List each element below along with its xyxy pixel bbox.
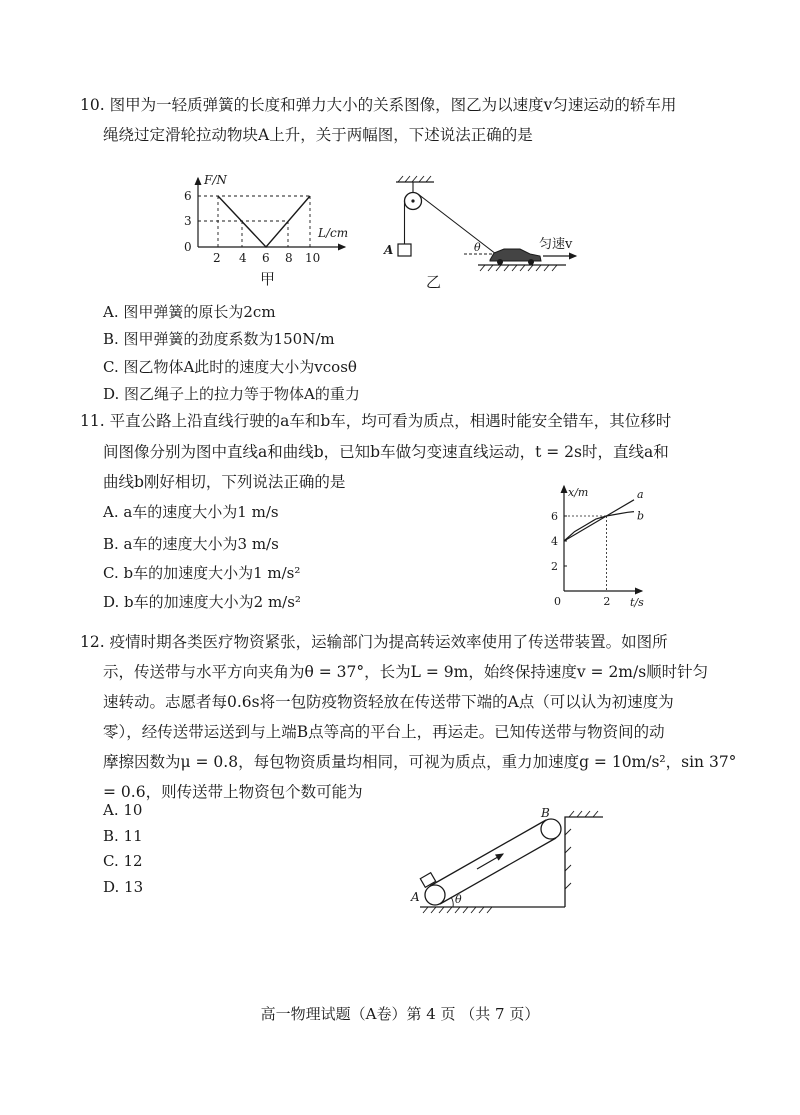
- angle-theta-label: θ: [474, 241, 481, 254]
- q12-line5: 摩擦因数为μ = 0.8，每包物资质量均相同，可视为质点，重力加速度g = 10m/s²，sin 37°: [103, 753, 737, 771]
- block-a: [398, 244, 411, 256]
- q12-option-d: D. 13: [103, 878, 144, 896]
- q12-line4: 零），经传送带运送到与上端B点等高的平台上，再运走。已知传送带与物资间的动: [103, 723, 665, 741]
- q11-option-c: C. b车的加速度大小为1 m/s²: [103, 564, 301, 582]
- chart-xtick-0: 0: [554, 595, 561, 608]
- motion-label: 匀速v: [539, 237, 573, 252]
- chart-ytick-4: 4: [551, 535, 558, 548]
- q10-line1: 10. 图甲为一轻质弹簧的长度和弹力大小的关系图像，图乙为以速度v匀速运动的轿车用: [80, 96, 677, 114]
- series-a: [564, 500, 634, 541]
- q12-line2: 示，传送带与水平方向夹角为θ = 37°，长为L = 9m，始终保持速度v = 2m/s顺时针匀: [103, 663, 709, 681]
- x-axis-label: L/cm: [318, 226, 349, 240]
- q10-line2: 绳绕过定滑轮拉动物块A上升，关于两幅图，下述说法正确的是: [103, 126, 533, 144]
- fig-yi-caption: 乙: [426, 273, 442, 291]
- q11-option-a: A. a车的速度大小为1 m/s: [103, 503, 279, 521]
- page-footer: 高一物理试题（A卷）第 4 页 （共 7 页）: [260, 1005, 540, 1023]
- roller-a: [425, 885, 445, 905]
- q12-line6: = 0.6，则传送带上物资包个数可能为: [103, 783, 363, 801]
- q11-line1: 11. 平直公路上沿直线行驶的a车和b车，均可看为质点，相遇时能安全错车，其位移时: [80, 412, 672, 430]
- force-length-line: [218, 196, 310, 247]
- y-tick-6: 6: [184, 189, 192, 203]
- q12-option-c: C. 12: [103, 852, 143, 870]
- car-icon: [490, 249, 541, 261]
- chart-xtick-2: 2: [603, 595, 611, 608]
- q12-line1: 12. 疫情时期各类医疗物资紧张，运输部门为提高转运效率使用了传送带装置。如图所: [80, 633, 668, 651]
- series-b: [564, 512, 634, 541]
- chart-ytick-6: 6: [551, 510, 558, 523]
- q11-option-d: D. b车的加速度大小为2 m/s²: [103, 593, 301, 611]
- x-tick-4: 4: [239, 251, 247, 265]
- block-a-label: A: [384, 243, 394, 257]
- point-b-label: B: [541, 806, 550, 820]
- series-label-b: b: [637, 509, 645, 523]
- q10-option-a: A. 图甲弹簧的原长为2cm: [103, 303, 276, 321]
- q12-option-a: A. 10: [103, 801, 143, 819]
- q10-option-b: B. 图甲弹簧的劲度系数为150N/m: [103, 330, 335, 348]
- y-tick-0: 0: [184, 240, 192, 254]
- displacement-time-chart: [540, 480, 650, 610]
- point-a-label: A: [411, 890, 420, 904]
- q10-option-d: D. 图乙绳子上的拉力等于物体A的重力: [103, 385, 360, 403]
- series-label-a: a: [637, 487, 644, 501]
- x-tick-8: 8: [285, 251, 293, 265]
- x-tick-2: 2: [213, 251, 221, 265]
- pulley-car-diagram: [378, 170, 598, 280]
- q11-line2: 间图像分别为图中直线a和曲线b，已知b车做匀变速直线运动，t = 2s时，直线a和: [103, 443, 669, 461]
- y-tick-3: 3: [184, 214, 192, 228]
- q10-option-c: C. 图乙物体A此时的速度大小为vcosθ: [103, 358, 357, 376]
- chart-ylabel: x/m: [568, 486, 589, 499]
- q11-line3: 曲线b刚好相切，下列说法正确的是: [103, 473, 346, 491]
- angle-theta-label-q12: θ: [455, 893, 462, 906]
- conveyor-belt-diagram: [405, 805, 605, 915]
- chart-xlabel: t/s: [630, 596, 644, 609]
- chart-ytick-2: 2: [551, 560, 558, 573]
- x-tick-6: 6: [262, 251, 270, 265]
- x-tick-10: 10: [305, 251, 321, 265]
- roller-b: [541, 819, 561, 839]
- q12-line3: 速转动。志愿者每0.6s将一包防疫物资轻放在传送带下端的A点（可以认为初速度为: [103, 693, 674, 711]
- belt-direction-arrow: [477, 854, 503, 869]
- q11-option-b: B. a车的速度大小为3 m/s: [103, 535, 279, 553]
- q12-option-b: B. 11: [103, 827, 143, 845]
- y-axis-label: F/N: [204, 173, 227, 187]
- fig-jia-caption: 甲: [260, 270, 276, 288]
